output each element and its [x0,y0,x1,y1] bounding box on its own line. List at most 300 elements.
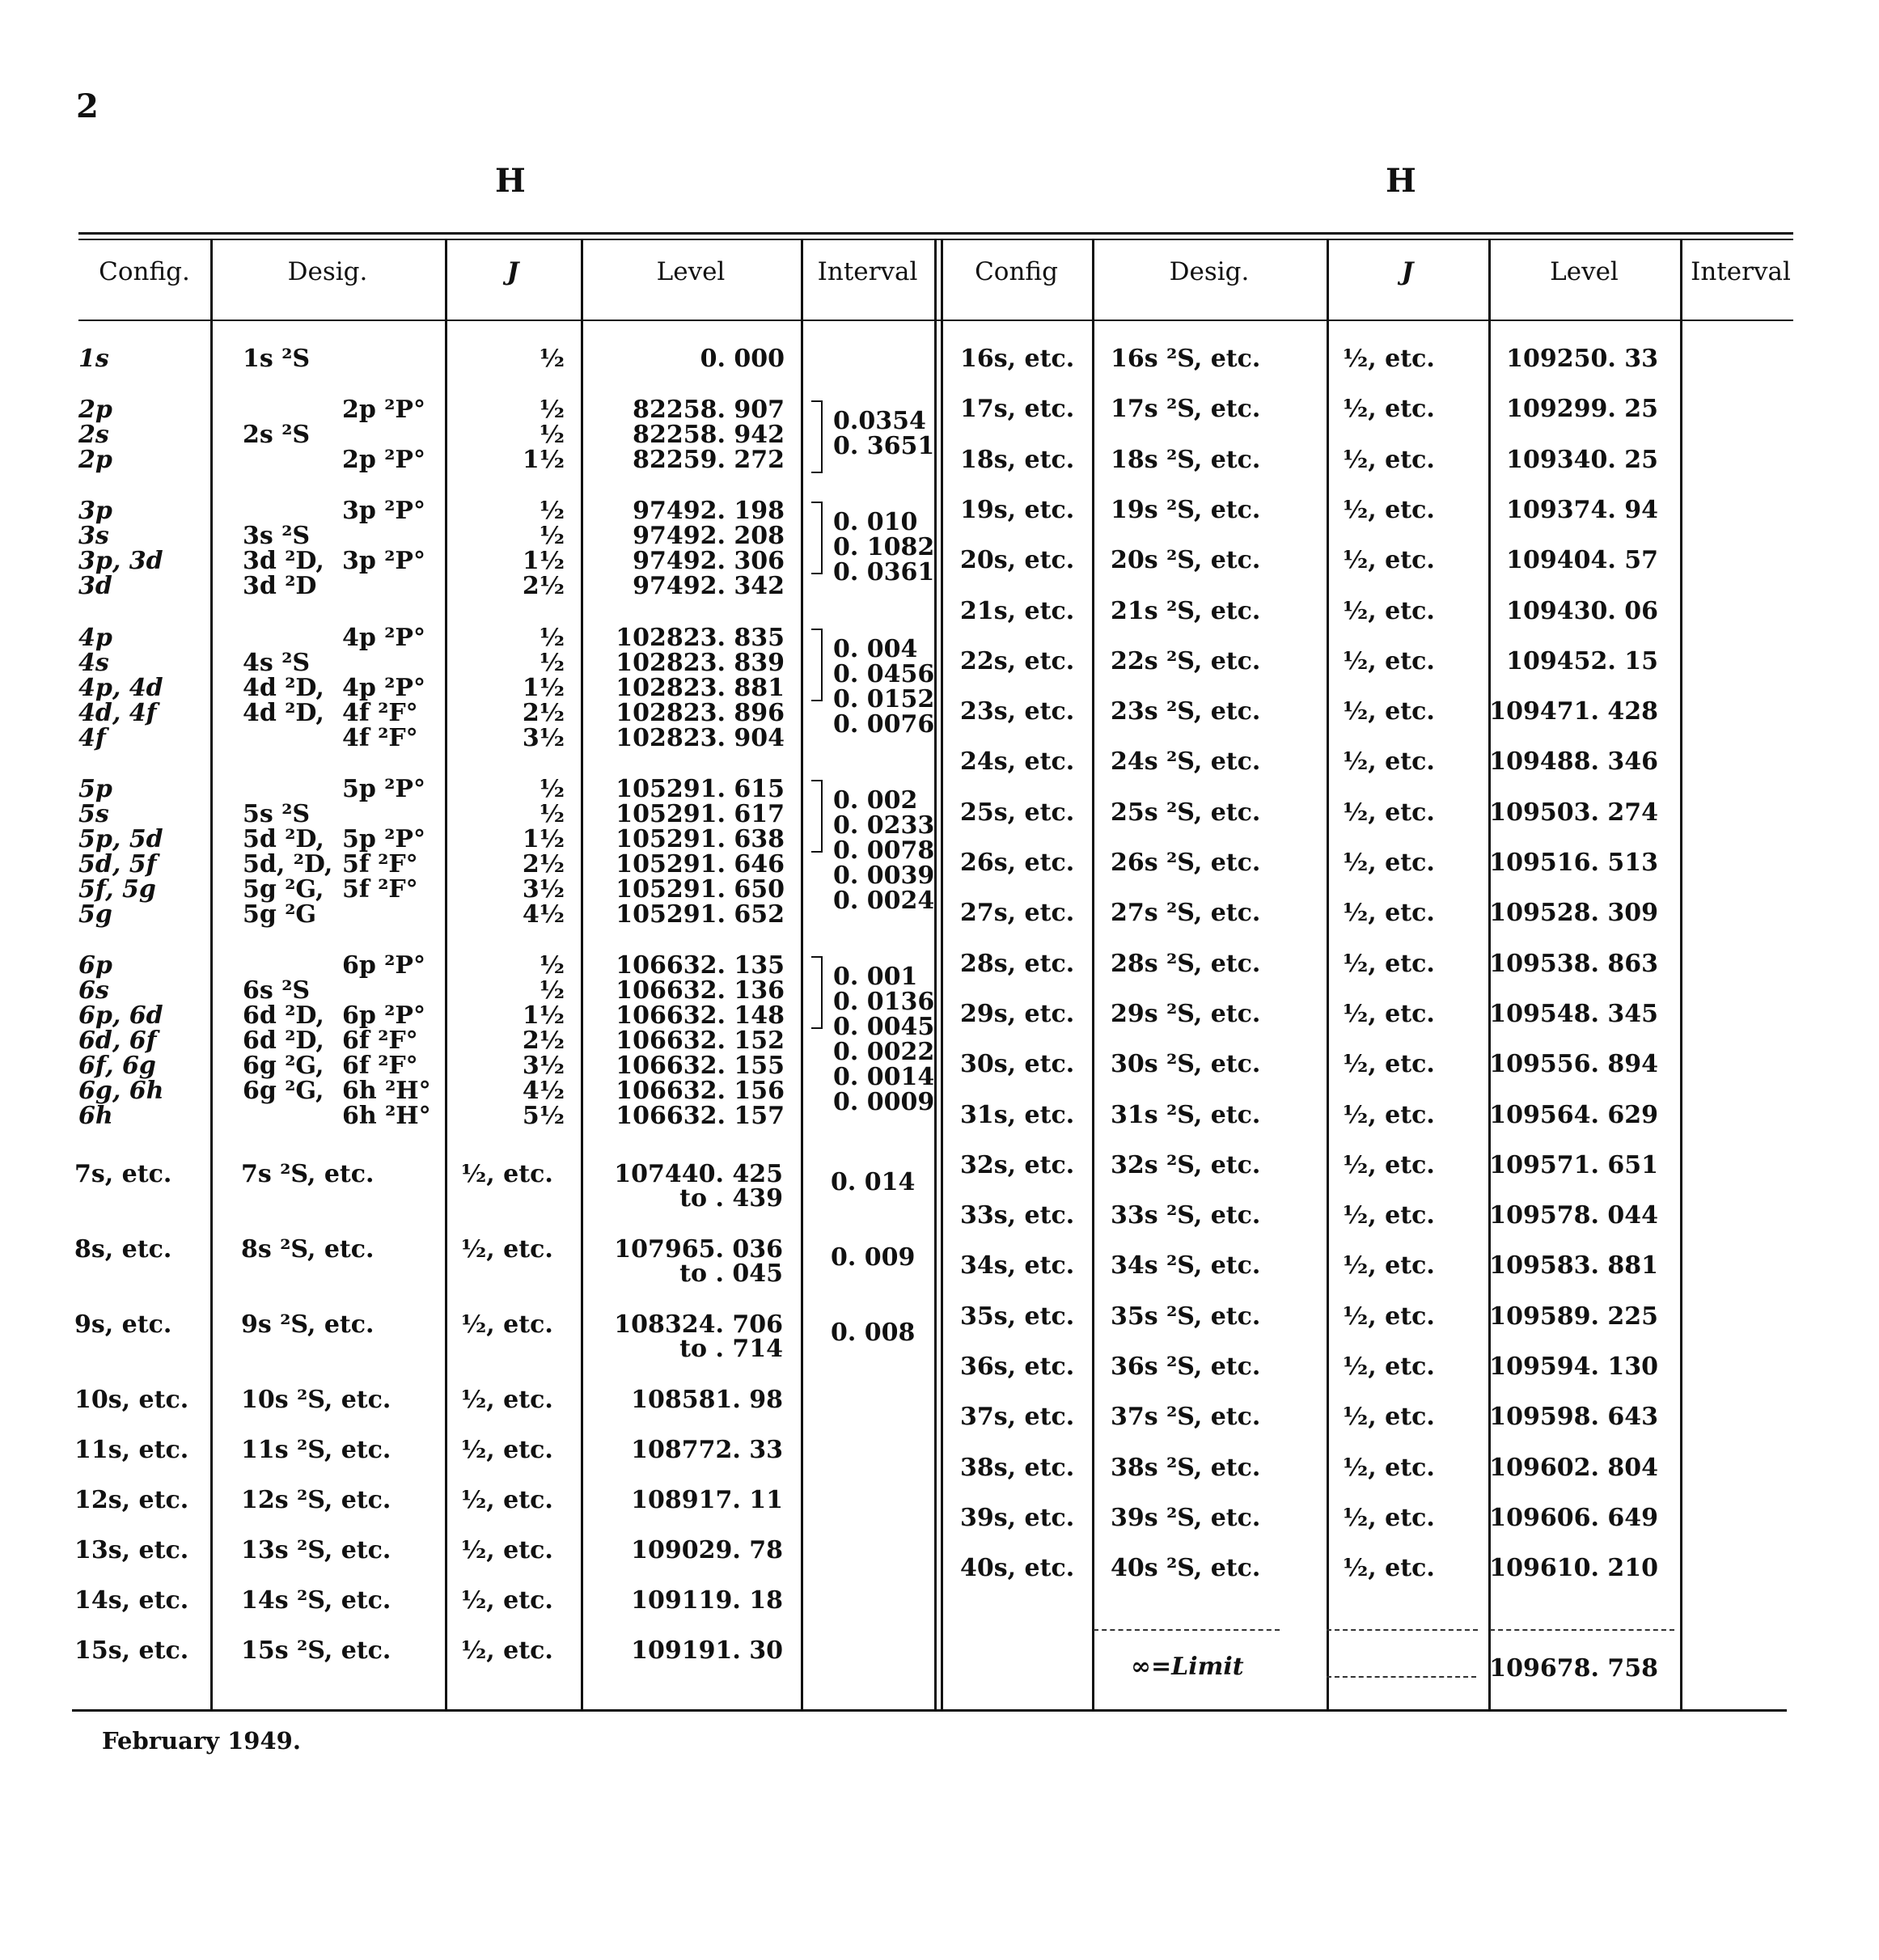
level-cell: 109119. 18 [631,1586,783,1615]
level-cell: 97492. 306 [633,547,785,575]
config-cell: 5g [78,900,112,929]
level-cell: 105291. 646 [616,850,785,878]
desig-cell: 19s ²S, etc. [1111,495,1261,524]
config-cell: 15s, etc. [74,1636,189,1665]
desig-cell: 6f ²F° [342,1027,418,1055]
config-cell: 5p [78,775,112,803]
desig-cell: 5d ²D, [243,825,324,853]
interval-cell: 0. 014 [831,1168,916,1196]
config-cell: 24s, etc. [960,747,1075,777]
interval-cell: 0. 0136 [833,988,935,1016]
j-cell: ½, etc. [1343,495,1435,524]
config-cell: 13s, etc. [74,1536,189,1564]
config-cell: 17s, etc. [960,395,1075,424]
level-cell: 109548. 345 [1489,999,1658,1028]
j-cell: ½, etc. [461,1310,553,1339]
config-cell: 19s, etc. [960,495,1075,524]
j-cell: ½, etc. [1343,1050,1435,1079]
j-cell: ½ [539,396,565,424]
interval-cell: 0. 0361 [833,558,935,586]
j-cell: ½, etc. [1343,1100,1435,1129]
interval-cell: 0. 0456 [833,660,935,688]
config-cell: 28s, etc. [960,949,1075,978]
j-cell: ½ [539,522,565,550]
desig-cell: 6s ²S [243,976,311,1005]
desig-cell: 26s ²S, etc. [1111,849,1261,877]
page-number: 2 [76,87,99,125]
config-cell: 14s, etc. [74,1586,189,1615]
j-cell: ½, etc. [1343,1251,1435,1281]
desig-cell: 9s ²S, etc. [241,1310,375,1339]
desig-cell: 15s ²S, etc. [241,1636,391,1665]
j-cell: ½, etc. [461,1386,553,1414]
j-cell: ½, etc. [1343,345,1435,373]
j-cell: ½ [539,800,565,828]
j-cell: ½ [539,951,565,980]
limit-level: 109678. 758 [1489,1654,1658,1683]
desig-cell: 39s ²S, etc. [1111,1503,1261,1532]
level-cell: 108324. 706 [614,1310,783,1339]
config-cell: 5d, 5f [78,850,157,878]
interval-bracket [811,400,823,473]
interval-cell: 0. 0078 [833,836,935,865]
interval-cell: 0. 0022 [833,1038,935,1066]
j-cell: ½, etc. [1343,1201,1435,1230]
level-cell-continued: to . 439 [679,1184,783,1213]
desig-cell: 5f ²F° [342,850,418,878]
column-header-right: Desig. [1169,257,1250,286]
j-cell: 2½ [522,699,565,727]
level-cell: 106632. 157 [616,1102,785,1130]
j-cell: ½ [539,345,565,373]
level-cell: 106632. 135 [616,951,785,980]
level-cell: 109598. 643 [1489,1403,1658,1432]
interval-cell: 0. 0233 [833,811,935,840]
column-header-right: J [1401,257,1414,286]
config-cell: 8s, etc. [74,1235,172,1264]
level-cell: 97492. 198 [633,497,785,525]
level-cell: 109430. 06 [1506,596,1658,625]
config-cell: 4p, 4d [78,674,163,702]
level-cell: 106632. 155 [616,1052,785,1080]
desig-cell: 16s ²S, etc. [1111,345,1261,373]
level-cell-continued: to . 714 [679,1335,783,1363]
j-cell: ½, etc. [1343,445,1435,474]
j-cell: 1½ [522,446,565,474]
j-cell: ½, etc. [461,1586,553,1615]
column-divider [801,239,803,1709]
desig-cell: 23s ²S, etc. [1111,697,1261,726]
level-cell: 109191. 30 [631,1636,783,1665]
config-cell: 6p, 6d [78,1001,163,1030]
level-cell: 108917. 11 [631,1486,783,1514]
desig-cell: 10s ²S, etc. [241,1386,391,1414]
interval-bracket [811,629,823,701]
j-cell: ½, etc. [1343,596,1435,625]
config-cell: 2p [78,446,112,474]
column-header-right: Level [1550,257,1619,286]
level-cell: 102823. 896 [616,699,785,727]
level-cell: 109602. 804 [1489,1453,1658,1482]
desig-cell: 14s ²S, etc. [241,1586,391,1615]
level-cell: 109250. 33 [1506,345,1658,373]
level-cell-continued: to . 045 [679,1259,783,1288]
j-cell: ½, etc. [1343,747,1435,777]
j-cell: 2½ [522,572,565,600]
config-cell: 3p, 3d [78,547,163,575]
interval-cell: 0. 0152 [833,685,935,713]
desig-cell: 27s ²S, etc. [1111,899,1261,928]
j-cell: 1½ [522,1001,565,1030]
config-cell: 2s [78,421,109,449]
config-cell: 6s [78,976,109,1005]
interval-cell: 0. 3651 [833,432,935,460]
desig-cell: 3p ²P° [342,547,425,575]
element-symbol-right: H [1386,162,1416,200]
j-cell: ½, etc. [1343,546,1435,575]
config-cell: 11s, etc. [74,1436,189,1464]
desig-cell: 25s ²S, etc. [1111,798,1261,827]
table-bottom-rule [72,1709,1787,1712]
desig-cell: 13s ²S, etc. [241,1536,391,1564]
desig-cell: 4s ²S [243,649,311,677]
j-cell: ½, etc. [1343,395,1435,424]
j-cell: ½, etc. [461,1436,553,1464]
column-header-left: Level [656,257,726,286]
element-symbol-left: H [495,162,526,200]
level-cell: 106632. 148 [616,1001,785,1030]
config-cell: 3s [78,522,109,550]
desig-cell: 4d ²D, [243,674,324,702]
level-cell: 102823. 904 [616,724,785,752]
level-cell: 102823. 835 [616,624,785,652]
level-cell: 109571. 651 [1489,1150,1658,1179]
config-cell: 30s, etc. [960,1050,1075,1079]
level-cell: 109516. 513 [1489,849,1658,877]
level-cell: 105291. 650 [616,875,785,904]
desig-cell: 37s ²S, etc. [1111,1403,1261,1432]
level-cell: 107965. 036 [614,1235,783,1264]
desig-cell: 18s ²S, etc. [1111,445,1261,474]
column-header-left: J [506,257,519,286]
config-cell: 16s, etc. [960,345,1075,373]
level-cell: 109578. 044 [1489,1201,1658,1230]
j-cell: ½ [539,497,565,525]
interval-cell: 0. 0024 [833,887,935,915]
level-cell: 109340. 25 [1506,445,1658,474]
desig-cell: 5d, ²D, [243,850,333,878]
config-cell: 4s [78,649,109,677]
desig-cell: 6p ²P° [342,951,425,980]
desig-cell: 3d ²D [243,572,317,600]
interval-cell: 0. 010 [833,508,918,536]
config-cell: 23s, etc. [960,697,1075,726]
j-cell: ½, etc. [1343,1353,1435,1381]
j-cell: ½ [539,421,565,449]
column-header-left: Desig. [287,257,368,286]
config-cell: 3d [78,572,112,600]
interval-bracket [811,780,823,853]
desig-cell: 29s ²S, etc. [1111,999,1261,1028]
desig-cell: 4f ²F° [342,699,418,727]
level-cell: 106632. 136 [616,976,785,1005]
desig-cell: 6d ²D, [243,1001,324,1030]
j-cell: 3½ [522,724,565,752]
config-cell: 40s, etc. [960,1554,1075,1583]
desig-cell: 4d ²D, [243,699,324,727]
config-cell: 33s, etc. [960,1201,1075,1230]
desig-cell: 2p ²P° [342,396,425,424]
config-cell: 26s, etc. [960,849,1075,877]
config-cell: 10s, etc. [74,1386,189,1414]
desig-cell: 5p ²P° [342,825,425,853]
level-cell: 109404. 57 [1506,546,1658,575]
j-cell: 1½ [522,825,565,853]
column-header-left: Interval [817,257,918,286]
desig-cell: 1s ²S [243,345,311,373]
desig-cell: 12s ²S, etc. [241,1486,391,1514]
table-top-rule [78,232,1793,235]
desig-cell: 38s ²S, etc. [1111,1453,1261,1482]
level-cell: 108772. 33 [631,1436,783,1464]
level-cell: 102823. 839 [616,649,785,677]
level-cell: 105291. 615 [616,775,785,803]
level-cell: 82258. 907 [633,396,785,424]
desig-cell: 6f ²F° [342,1052,418,1080]
desig-cell: 8s ²S, etc. [241,1235,375,1264]
desig-cell: 5s ²S [243,800,311,828]
level-cell: 105291. 638 [616,825,785,853]
interval-cell: 0. 0076 [833,710,935,739]
column-divider [210,239,213,1709]
config-cell: 29s, etc. [960,999,1075,1028]
config-cell: 4p [78,624,112,652]
column-divider [1092,239,1094,1709]
desig-cell: 6h ²H° [342,1077,431,1105]
desig-cell: 3d ²D, [243,547,324,575]
desig-cell: 11s ²S, etc. [241,1436,391,1464]
level-cell: 97492. 208 [633,522,785,550]
level-cell: 106632. 152 [616,1027,785,1055]
j-cell: 2½ [522,850,565,878]
desig-cell: 34s ²S, etc. [1111,1251,1261,1281]
interval-cell: 0. 1082 [833,533,935,561]
j-cell: ½, etc. [1343,1453,1435,1482]
j-cell: ½, etc. [1343,1403,1435,1432]
j-cell: ½, etc. [1343,1150,1435,1179]
j-cell: 4½ [522,1077,565,1105]
config-cell: 25s, etc. [960,798,1075,827]
config-cell: 6f, 6g [78,1052,156,1080]
column-divider [1680,239,1682,1709]
level-cell: 105291. 652 [616,900,785,929]
desig-cell: 22s ²S, etc. [1111,646,1261,675]
level-cell: 109528. 309 [1489,899,1658,928]
dashed-separator [1490,1629,1674,1631]
desig-cell: 6g ²G, [243,1052,324,1080]
desig-cell: 21s ²S, etc. [1111,596,1261,625]
j-cell: ½ [539,649,565,677]
level-cell: 82258. 942 [633,421,785,449]
config-cell: 12s, etc. [74,1486,189,1514]
config-cell: 36s, etc. [960,1353,1075,1381]
level-cell: 109564. 629 [1489,1100,1658,1129]
config-cell: 27s, etc. [960,899,1075,928]
j-cell: 3½ [522,875,565,904]
level-cell: 109374. 94 [1506,495,1658,524]
level-cell: 108581. 98 [631,1386,783,1414]
level-cell: 102823. 881 [616,674,785,702]
config-cell: 35s, etc. [960,1302,1075,1331]
dashed-separator [1327,1629,1478,1631]
config-cell: 7s, etc. [74,1160,172,1188]
desig-cell: 4p ²P° [342,624,425,652]
j-cell: ½, etc. [1343,697,1435,726]
dashed-separator [1094,1629,1280,1631]
desig-cell: 3p ²P° [342,497,425,525]
j-cell: ½, etc. [461,1160,553,1188]
config-cell: 6h [78,1102,113,1130]
j-cell: ½, etc. [1343,899,1435,928]
config-cell: 38s, etc. [960,1453,1075,1482]
level-cell: 109589. 225 [1489,1302,1658,1331]
desig-cell: 5g ²G [243,900,317,929]
level-cell: 109556. 894 [1489,1050,1658,1079]
j-cell: ½ [539,775,565,803]
desig-cell: 6h ²H° [342,1102,431,1130]
interval-cell: 0. 0045 [833,1013,935,1041]
config-cell: 37s, etc. [960,1403,1075,1432]
level-cell: 82259. 272 [633,446,785,474]
config-cell: 32s, etc. [960,1150,1075,1179]
desig-cell: 2s ²S [243,421,311,449]
interval-cell: 0. 009 [831,1243,916,1272]
interval-cell: 0. 0039 [833,861,935,890]
interval-cell: 0.0354 [833,407,926,435]
column-header-right: Interval [1691,257,1791,286]
desig-cell: 30s ²S, etc. [1111,1050,1261,1079]
column-divider [941,239,943,1709]
config-cell: 4d, 4f [78,699,157,727]
level-cell: 109503. 274 [1489,798,1658,827]
level-cell: 109488. 346 [1489,747,1658,777]
desig-cell: 2p ²P° [342,446,425,474]
j-cell: 1½ [522,674,565,702]
desig-cell: 6d ²D, [243,1027,324,1055]
level-cell: 109610. 210 [1489,1554,1658,1583]
column-divider [1327,239,1329,1709]
config-cell: 5p, 5d [78,825,163,853]
j-cell: ½, etc. [1343,798,1435,827]
config-cell: 3p [78,497,112,525]
level-cell: 109471. 428 [1489,697,1658,726]
interval-cell: 0. 002 [833,786,918,815]
config-cell: 31s, etc. [960,1100,1075,1129]
config-cell: 2p [78,396,112,424]
config-cell: 20s, etc. [960,546,1075,575]
desig-cell: 6g ²G, [243,1077,324,1105]
interval-cell: 0. 0009 [833,1088,935,1116]
j-cell: 4½ [522,900,565,929]
level-cell: 109606. 649 [1489,1503,1658,1532]
j-cell: ½, etc. [461,1636,553,1665]
level-cell: 109029. 78 [631,1536,783,1564]
j-cell: ½, etc. [1343,1302,1435,1331]
desig-cell: 31s ²S, etc. [1111,1100,1261,1129]
j-cell: 2½ [522,1027,565,1055]
column-header-right: Config [975,257,1058,286]
interval-cell: 0. 004 [833,635,918,663]
interval-cell: 0. 001 [833,963,918,991]
level-cell: 97492. 342 [633,572,785,600]
config-cell: 1s [78,345,109,373]
config-cell: 18s, etc. [960,445,1075,474]
config-cell: 21s, etc. [960,596,1075,625]
desig-cell: 36s ²S, etc. [1111,1353,1261,1381]
config-cell: 22s, etc. [960,646,1075,675]
config-cell: 4f [78,724,106,752]
desig-cell: 28s ²S, etc. [1111,949,1261,978]
desig-cell: 20s ²S, etc. [1111,546,1261,575]
desig-cell: 33s ²S, etc. [1111,1201,1261,1230]
interval-cell: 0. 0014 [833,1063,935,1091]
j-cell: ½, etc. [1343,1554,1435,1583]
desig-cell: 5g ²G, [243,875,324,904]
column-divider [934,239,937,1709]
desig-cell: 32s ²S, etc. [1111,1150,1261,1179]
desig-cell: 35s ²S, etc. [1111,1302,1261,1331]
config-cell: 6d, 6f [78,1027,157,1055]
config-cell: 34s, etc. [960,1251,1075,1281]
config-cell: 6g, 6h [78,1077,164,1105]
level-cell: 109594. 130 [1489,1353,1658,1381]
level-cell: 109452. 15 [1506,646,1658,675]
desig-cell: 6p ²P° [342,1001,425,1030]
level-cell: 109299. 25 [1506,395,1658,424]
config-cell: 39s, etc. [960,1503,1075,1532]
j-cell: ½ [539,624,565,652]
level-cell: 109538. 863 [1489,949,1658,978]
interval-bracket [811,956,823,1029]
desig-cell: 17s ²S, etc. [1111,395,1261,424]
footer-date: February 1949. [102,1727,301,1755]
config-cell: 6p [78,951,112,980]
desig-cell: 5p ²P° [342,775,425,803]
desig-cell: 24s ²S, etc. [1111,747,1261,777]
desig-cell: 4p ²P° [342,674,425,702]
level-cell: 106632. 156 [616,1077,785,1105]
j-cell: ½, etc. [1343,849,1435,877]
j-cell: ½, etc. [1343,1503,1435,1532]
level-cell: 105291. 617 [616,800,785,828]
column-header-left: Config. [99,257,190,286]
config-cell: 5s [78,800,109,828]
limit-label: ∞=Limit [1131,1653,1244,1681]
j-cell: ½, etc. [1343,999,1435,1028]
desig-cell: 4f ²F° [342,724,418,752]
level-cell: 107440. 425 [614,1160,783,1188]
interval-bracket [811,502,823,574]
j-cell: ½, etc. [1343,646,1435,675]
interval-cell: 0. 008 [831,1319,916,1347]
desig-cell: 40s ²S, etc. [1111,1554,1261,1583]
j-cell: 3½ [522,1052,565,1080]
level-cell: 109583. 881 [1489,1251,1658,1281]
j-cell: ½, etc. [1343,949,1435,978]
j-cell: ½, etc. [461,1536,553,1564]
j-cell: 5½ [522,1102,565,1130]
level-cell: 0. 000 [700,345,785,373]
